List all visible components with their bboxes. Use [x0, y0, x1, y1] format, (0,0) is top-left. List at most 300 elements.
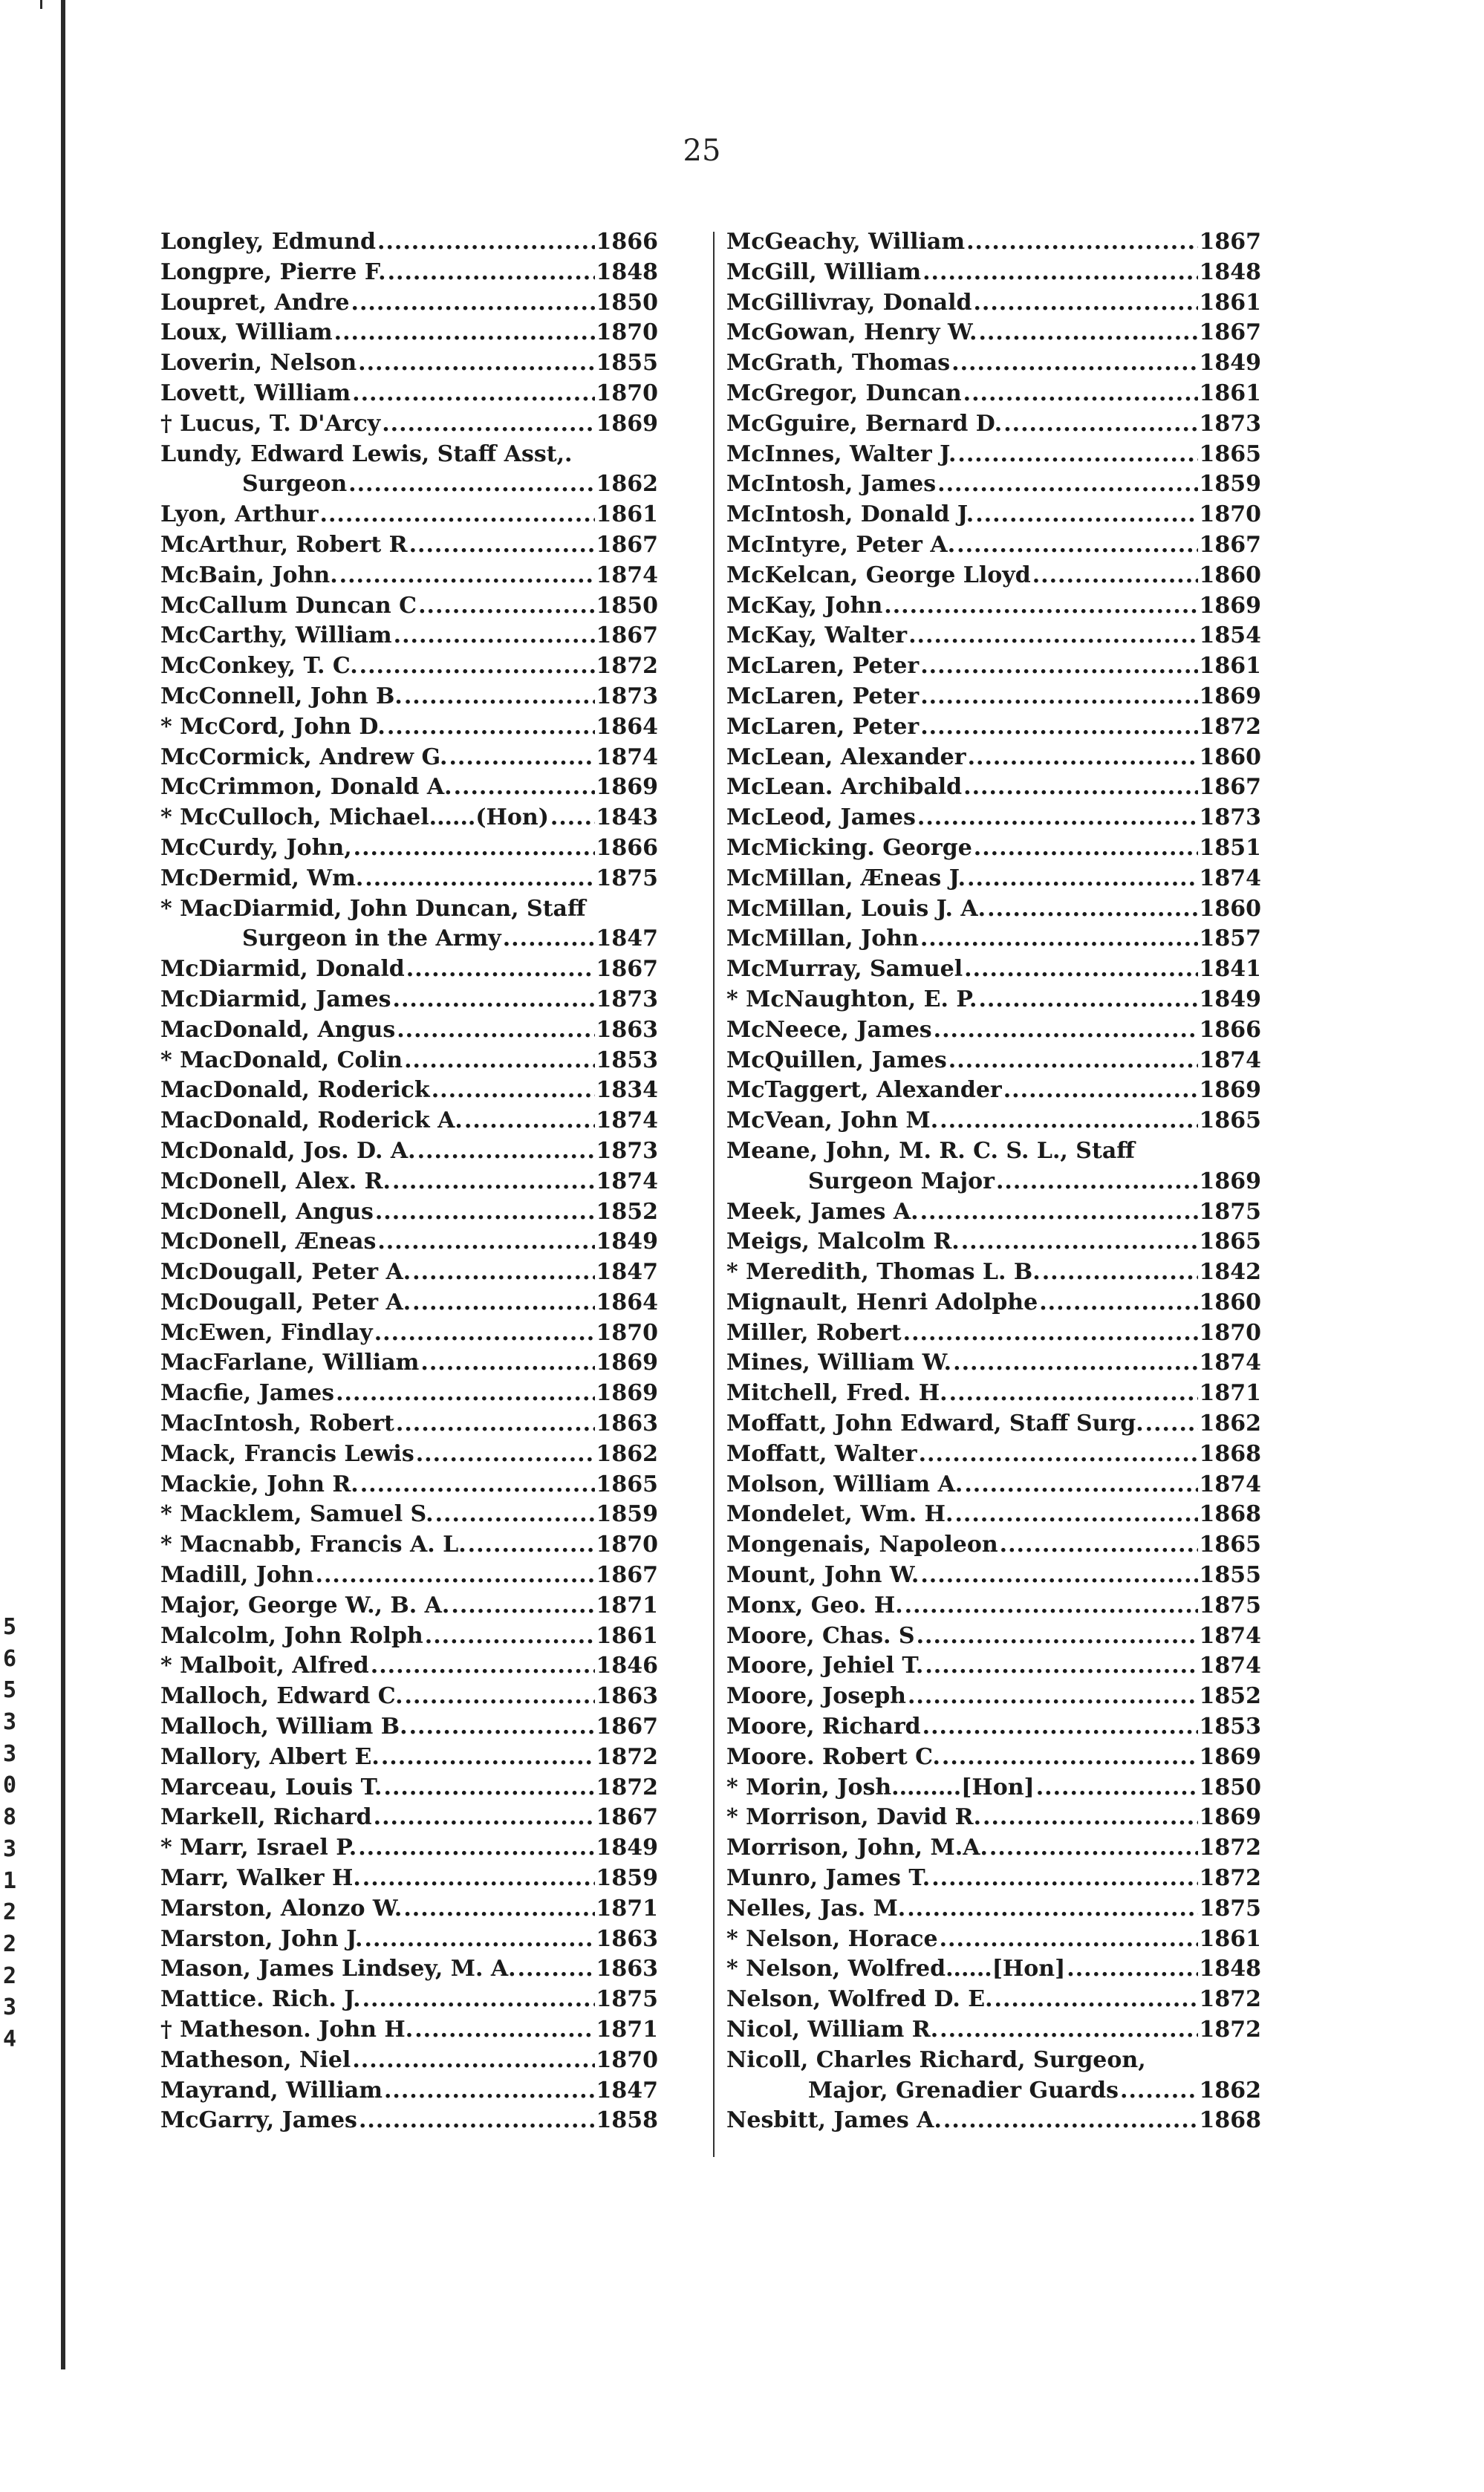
entry-year: 1874: [596, 1168, 658, 1194]
leader-dots: [943, 2106, 1198, 2136]
directory-entry: [726, 1258, 1261, 1288]
directory-entry: [726, 985, 1261, 1015]
entry-name: Major, Grenadier Guards: [808, 2077, 1119, 2104]
entry-name: Loux, William: [160, 319, 333, 346]
leader-dots: [987, 894, 1197, 925]
leader-dots: [966, 227, 1197, 258]
entry-year: 1875: [596, 865, 658, 891]
directory-entry: [726, 2076, 1261, 2107]
margin-digit: 2: [3, 1930, 17, 1957]
margin-digit: 4: [3, 2026, 17, 2052]
entry-name: McLaren, Peter: [726, 683, 920, 709]
leader-dots: [417, 1136, 595, 1167]
entry-name: Mattice. Rich. J.: [160, 1986, 361, 2013]
page-number: 25: [683, 134, 721, 168]
entry-year: 1872: [1199, 1835, 1261, 1861]
entry-year: 1867: [596, 1804, 658, 1831]
directory-entry: [726, 1561, 1261, 1591]
entry-year: 1871: [596, 2017, 658, 2043]
entry-year: 1861: [1199, 380, 1261, 406]
entry-name: Malloch, William B.: [160, 1714, 408, 1740]
leader-dots: [375, 1197, 595, 1228]
directory-entry: [726, 1167, 1261, 1197]
directory-entry: [160, 2046, 658, 2076]
entry-name: McIntyre, Peter A.: [726, 531, 956, 558]
leader-dots: [917, 1621, 1198, 1652]
entry-name: Surgeon Major: [808, 1168, 995, 1194]
entry-year: 1862: [596, 471, 658, 498]
entry-year: 1862: [1199, 1411, 1261, 1437]
binding-tick: [40, 0, 42, 9]
directory-entry: [160, 469, 658, 500]
directory-entry: [726, 1288, 1261, 1318]
entry-year: 1864: [596, 713, 658, 740]
entry-year: 1873: [596, 1137, 658, 1164]
entry-name: * Marr, Israel P.: [160, 1835, 357, 1861]
leader-dots: [995, 1985, 1198, 2015]
margin-digit: 6: [3, 1645, 17, 1672]
directory-entry: [726, 1046, 1261, 1076]
leader-dots: [967, 864, 1197, 894]
directory-entry: [160, 1409, 658, 1439]
entry-name: Mallory, Albert E.: [160, 1743, 380, 1770]
directory-entry: [160, 1318, 658, 1349]
directory-entry: [160, 1925, 658, 1955]
leader-dots: [435, 1500, 595, 1530]
leader-dots: [949, 1379, 1198, 1409]
entry-name: McLean. Archibald: [726, 774, 963, 801]
directory-entry: [160, 288, 658, 319]
leader-dots: [917, 803, 1198, 833]
leader-dots: [1039, 1288, 1197, 1318]
directory-entry: [160, 954, 658, 985]
leader-dots: [920, 712, 1197, 743]
entry-name: McCrimmon, Donald A.: [160, 774, 452, 801]
directory-entry: [726, 258, 1261, 288]
entry-year: 1874: [596, 1107, 658, 1134]
entry-year: 1849: [596, 1835, 658, 1861]
entry-name: Mack, Francis Lewis: [160, 1440, 414, 1467]
directory-entry: [726, 2046, 1261, 2076]
directory-entry: [726, 924, 1261, 954]
entry-year: 1875: [1199, 1592, 1261, 1619]
entry-year: 1867: [596, 956, 658, 983]
entry-name: Moffatt, Walter: [726, 1440, 917, 1467]
entry-name: McIntosh, James: [726, 471, 937, 498]
leader-dots: [416, 1439, 595, 1470]
entry-name: McMillan, Æneas J.: [726, 865, 966, 891]
directory-entry: [726, 379, 1261, 409]
directory-entry: [726, 743, 1261, 773]
entry-name: McGregor, Duncan: [726, 380, 962, 406]
entry-name: Malloch, Edward C.: [160, 1683, 403, 1710]
leader-dots: [1003, 1076, 1198, 1106]
leader-dots: [922, 1712, 1198, 1743]
entry-year: 1865: [1199, 440, 1261, 467]
entry-name: MacFarlane, William: [160, 1350, 420, 1376]
entry-year: 1853: [1199, 1714, 1261, 1740]
leader-dots: [1145, 1409, 1198, 1439]
directory-entry: [160, 924, 658, 954]
entry-year: 1861: [596, 501, 658, 528]
leader-dots: [503, 924, 595, 954]
leader-dots: [382, 409, 594, 440]
entry-year: 1869: [596, 774, 658, 801]
leader-dots: [963, 772, 1197, 803]
leader-dots: [377, 227, 594, 258]
entry-year: 1834: [596, 1077, 658, 1104]
entry-year: 1869: [1199, 1077, 1261, 1104]
leader-dots: [931, 1864, 1197, 1894]
entry-name: Mignault, Henri Adolphe: [726, 1289, 1038, 1315]
leader-dots: [316, 1561, 595, 1591]
directory-entry: [160, 894, 658, 925]
entry-year: 1858: [596, 2107, 658, 2134]
entry-year: 1859: [596, 1865, 658, 1892]
leader-dots: [334, 318, 595, 348]
entry-name: Mitchell, Fred. H.: [726, 1380, 948, 1407]
entry-year: 1874: [1199, 865, 1261, 891]
leader-dots: [884, 591, 1197, 622]
directory-entry: [726, 864, 1261, 894]
directory-entry: [726, 1682, 1261, 1712]
entry-name: Marston, John J.: [160, 1925, 363, 1952]
leader-dots: [388, 258, 595, 288]
entry-name: McDermid, Wm.: [160, 865, 364, 891]
entry-year: 1869: [1199, 683, 1261, 709]
entry-name: McLeod, James: [726, 804, 916, 831]
directory-entry: [726, 803, 1261, 833]
directory-entry: [160, 1015, 658, 1046]
directory-entry: [160, 591, 658, 622]
margin-digit: 5: [3, 1677, 17, 1704]
entry-name: Lovett, William: [160, 380, 351, 406]
directory-entry: [160, 743, 658, 773]
leader-dots: [550, 803, 595, 833]
entry-name: Moore, Jehiel T.: [726, 1653, 924, 1679]
directory-entry: [160, 1833, 658, 1864]
leader-dots: [354, 833, 595, 864]
leader-dots: [449, 743, 594, 773]
entry-year: 1868: [1199, 1501, 1261, 1528]
entry-name: Moore. Robert C.: [726, 1743, 940, 1770]
entry-name: McVean, John M.: [726, 1107, 939, 1134]
entry-year: 1860: [1199, 562, 1261, 588]
leader-dots: [964, 1470, 1197, 1500]
directory-entry: [726, 1651, 1261, 1682]
entry-name: * Malboit, Alfred: [160, 1653, 369, 1679]
leader-dots: [983, 1803, 1197, 1833]
entry-name: McCormick, Andrew G.: [160, 744, 448, 770]
directory-entry: [726, 1197, 1261, 1228]
entry-year: 1864: [596, 1289, 658, 1315]
entry-year: 1863: [596, 1956, 658, 1982]
leader-dots: [352, 379, 594, 409]
directory-entry: [726, 591, 1261, 622]
directory-entry: [726, 1985, 1261, 2015]
entry-name: McGguire, Bernard D.: [726, 410, 1003, 437]
entry-name: Meek, James A.: [726, 1198, 919, 1225]
directory-entry: [160, 1773, 658, 1803]
entry-year: 1861: [1199, 289, 1261, 316]
leader-dots: [404, 682, 595, 712]
directory-entry: [160, 2106, 658, 2136]
directory-entry: [160, 1894, 658, 1925]
entry-name: Meigs, Malcolm R.: [726, 1229, 960, 1255]
leader-dots: [942, 1743, 1198, 1773]
entry-year: 1850: [1199, 1774, 1261, 1800]
directory-entry: [160, 1500, 658, 1530]
entry-year: 1869: [1199, 1743, 1261, 1770]
entry-year: 1874: [1199, 1471, 1261, 1497]
entry-name: McNeece, James: [726, 1016, 932, 1043]
leader-dots: [371, 1651, 595, 1682]
entry-name: McDougall, Peter A.: [160, 1289, 411, 1315]
leader-dots: [1000, 1530, 1198, 1561]
entry-year: 1847: [596, 1259, 658, 1286]
entry-name: * Morrison, David R.: [726, 1804, 982, 1831]
right-column: [726, 227, 1261, 2136]
directory-entry: [726, 440, 1261, 470]
entry-name: Moore, Richard: [726, 1714, 921, 1740]
entry-name: * MacDonald, Colin: [160, 1047, 403, 1073]
leader-dots: [1032, 561, 1198, 591]
leader-dots: [384, 1773, 595, 1803]
entry-name: McCarthy, William: [160, 622, 392, 649]
entry-name: McInnes, Walter J.: [726, 440, 957, 467]
entry-name: MacIntosh, Robert: [160, 1411, 394, 1437]
directory-entry: [160, 318, 658, 348]
entry-name: Morrison, John, M.A.: [726, 1835, 988, 1861]
directory-entry: [726, 288, 1261, 319]
directory-entry: [160, 712, 658, 743]
directory-entry: [726, 833, 1261, 864]
directory-entry: [726, 318, 1261, 348]
leader-dots: [468, 1530, 595, 1561]
entry-year: 1846: [596, 1653, 658, 1679]
directory-entry: [726, 1925, 1261, 1955]
directory-entry: [726, 712, 1261, 743]
entry-name: McBain, John.: [160, 562, 338, 588]
directory-entry: [726, 651, 1261, 682]
entry-name: McKay, Walter: [726, 622, 908, 649]
directory-entry: [160, 500, 658, 530]
leader-dots: [920, 682, 1197, 712]
leader-dots: [393, 985, 595, 1015]
entry-name: † Matheson. John H.: [160, 2017, 414, 2043]
entry-name: McGill, William: [726, 258, 922, 285]
entry-name: McMillan, Louis J. A.: [726, 895, 986, 922]
entry-name: Moffatt, John Edward, Staff Surg.: [726, 1411, 1144, 1437]
leader-dots: [973, 288, 1197, 319]
directory-entry: [160, 440, 658, 470]
margin-digit: 3: [3, 1740, 17, 1767]
entry-year: 1871: [596, 1895, 658, 1922]
directory-entry: [160, 1954, 658, 1985]
directory-entry: [726, 894, 1261, 925]
directory-entry: [726, 1833, 1261, 1864]
directory-entry: [160, 1379, 658, 1409]
entry-name: Meane, John, M. R. C. S. L., Staff: [726, 1137, 1135, 1164]
margin-digit: 2: [3, 1899, 17, 1926]
leader-dots: [920, 1561, 1197, 1591]
leader-dots: [948, 1046, 1198, 1076]
entry-year: 1863: [596, 1683, 658, 1710]
leader-dots: [920, 1197, 1198, 1228]
leader-dots: [381, 1743, 595, 1773]
leader-dots: [978, 985, 1197, 1015]
leader-dots: [359, 2106, 595, 2136]
entry-year: 1873: [1199, 804, 1261, 831]
directory-entry: [726, 1470, 1261, 1500]
entry-name: Matheson, Niel: [160, 2046, 351, 2073]
entry-year: 1871: [1199, 1380, 1261, 1407]
entry-name: McGillivray, Donald: [726, 289, 972, 316]
entry-name: Munro, James T.: [726, 1865, 931, 1892]
entry-name: Nelson, Wolfred D. E.: [726, 1986, 993, 2013]
entry-year: 1865: [1199, 1107, 1261, 1134]
entry-name: * McCulloch, Michael......(Hon): [160, 804, 549, 831]
entry-year: 1863: [596, 1925, 658, 1952]
leader-dots: [957, 530, 1197, 561]
entry-name: McGeachy, William: [726, 229, 966, 255]
leader-dots: [1067, 1954, 1197, 1985]
leader-dots: [953, 1348, 1197, 1379]
entry-year: 1842: [1199, 1259, 1261, 1286]
entry-name: * MacDiarmid, John Duncan, Staff: [160, 895, 586, 922]
directory-entry: [160, 1530, 658, 1561]
entry-name: McDiarmid, Donald: [160, 956, 405, 983]
margin-digit: 1: [3, 1867, 17, 1894]
entry-name: MacDonald, Roderick A.: [160, 1107, 463, 1134]
leader-dots: [1036, 1773, 1198, 1803]
leader-dots: [925, 1651, 1197, 1682]
leader-dots: [404, 1046, 594, 1076]
directory-entry: [726, 621, 1261, 651]
entry-year: 1843: [596, 804, 658, 831]
leader-dots: [405, 1682, 595, 1712]
leader-dots: [978, 318, 1197, 348]
entry-name: McLean, Alexander: [726, 744, 966, 770]
entry-year: 1872: [1199, 1986, 1261, 2013]
leader-dots: [412, 1288, 594, 1318]
entry-year: 1874: [596, 744, 658, 770]
entry-year: 1869: [596, 1380, 658, 1407]
entry-name: McCurdy, John,: [160, 834, 352, 861]
entry-name: Longley, Edmund: [160, 229, 377, 255]
leader-dots: [414, 2015, 594, 2046]
directory-entry: [160, 1046, 658, 1076]
entry-year: 1851: [1199, 834, 1261, 861]
entry-name: McDougall, Peter A.: [160, 1259, 411, 1286]
entry-name: Nelles, Jas. M.: [726, 1895, 906, 1922]
directory-entry: [160, 1136, 658, 1167]
entry-name: McLaren, Peter: [726, 653, 920, 680]
leader-dots: [432, 1076, 595, 1106]
entry-name: McGrath, Thomas: [726, 350, 951, 377]
margin-digit: 3: [3, 1835, 17, 1862]
entry-year: 1870: [1199, 501, 1261, 528]
leader-dots: [359, 651, 595, 682]
entry-name: Nicoll, Charles Richard, Surgeon,: [726, 2046, 1146, 2073]
entry-name: Loupret, Andre: [160, 289, 350, 316]
leader-dots: [920, 651, 1197, 682]
directory-entry: [160, 1106, 658, 1136]
entry-year: 1867: [596, 531, 658, 558]
leader-dots: [374, 1803, 595, 1833]
directory-entry: [726, 1318, 1261, 1349]
entry-year: 1859: [596, 1501, 658, 1528]
directory-entry: [726, 1712, 1261, 1743]
entry-name: * Morin, Josh.........[Hon]: [726, 1774, 1035, 1800]
leader-dots: [922, 258, 1197, 288]
entry-name: McDonell, Angus: [160, 1198, 374, 1225]
entry-name: Mount, John W.: [726, 1562, 920, 1589]
directory-entry: [726, 1379, 1261, 1409]
leader-dots: [374, 1318, 595, 1349]
directory-entry: [160, 772, 658, 803]
leader-dots: [454, 772, 595, 803]
directory-entry: [726, 469, 1261, 500]
leader-dots: [412, 1258, 594, 1288]
directory-entry: [726, 1591, 1261, 1621]
entry-name: Mason, James Lindsey, M. A.: [160, 1956, 516, 1982]
entry-name: Nesbitt, James A.: [726, 2107, 942, 2134]
directory-entry: [160, 864, 658, 894]
directory-entry: [726, 2106, 1261, 2136]
directory-entry: [726, 1439, 1261, 1470]
entry-year: 1869: [596, 410, 658, 437]
leader-dots: [339, 561, 595, 591]
entry-year: 1849: [1199, 986, 1261, 1012]
margin-digit: 8: [3, 1804, 17, 1831]
leader-dots: [396, 1409, 595, 1439]
entry-year: 1852: [1199, 1683, 1261, 1710]
directory-entry: [160, 1227, 658, 1258]
leader-dots: [384, 2076, 595, 2107]
leader-dots: [360, 1470, 595, 1500]
leader-dots: [975, 500, 1197, 530]
entry-name: McDonell, Æneas: [160, 1229, 377, 1255]
entry-year: 1872: [1199, 713, 1261, 740]
entry-year: 1868: [1199, 2107, 1261, 2134]
entry-year: 1865: [1199, 1229, 1261, 1255]
entry-name: * Nelson, Wolfred......[Hon]: [726, 1956, 1066, 1982]
leader-dots: [968, 743, 1198, 773]
entry-year: 1860: [1199, 895, 1261, 922]
entry-year: 1875: [1199, 1895, 1261, 1922]
entry-year: 1867: [596, 622, 658, 649]
directory-entry: [726, 500, 1261, 530]
entry-year: 1860: [1199, 1289, 1261, 1315]
leader-dots: [964, 954, 1197, 985]
entry-year: 1867: [1199, 319, 1261, 346]
directory-entry: [160, 227, 658, 258]
entry-name: * McCord, John D.: [160, 713, 385, 740]
directory-entry: [160, 1712, 658, 1743]
directory-entry: [726, 772, 1261, 803]
leader-dots: [320, 500, 595, 530]
leader-dots: [392, 1167, 595, 1197]
entry-year: 1847: [596, 2077, 658, 2104]
directory-entry: [726, 1015, 1261, 1046]
entry-year: 1874: [1199, 1622, 1261, 1649]
entry-year: 1866: [1199, 1016, 1261, 1043]
entry-year: 1847: [596, 925, 658, 952]
directory-entry: [160, 1288, 658, 1318]
leader-dots: [365, 1925, 595, 1955]
entry-year: 1857: [1199, 925, 1261, 952]
